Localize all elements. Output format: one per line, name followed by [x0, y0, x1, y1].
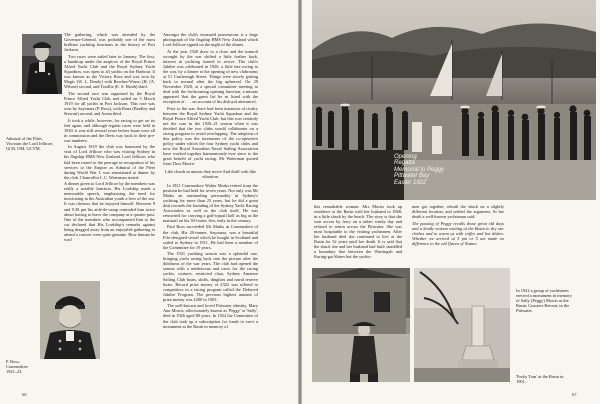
memorial-photo [414, 268, 510, 382]
paragraph: In August 1919 the club was honoured by the visit of Lord Jellicoe who was visiting Sydney in his flagship HMS New Zealand. Lord Jellicoe, who had been raised to the peerage in recognition of his services to the Empire as Admiral of the Fleet during World War I, was entertained at dinner by the club. Chancellor L.C. Waterman stated: [64, 144, 155, 180]
quote: A dinner given to Lord Jellicoe by the members was really a notable function. His Lordship made a memorable speech, emphasising the need for inculcating in the Australian youth a love of the sea. It was obvious that he enjoyed himself. Between 9 and 9.30 pm his aide-de-camp reminded him twice about having to leave the company at a quarter past. One of the members who accompanied him to the car declared that His Lordship's remarks against being dragged away from an enjoyable gathering to attend a concert were quite genuine. How human he was! [64, 181, 155, 242]
page-number-left: 66 [22, 392, 27, 397]
left-col-1 [64, 32, 155, 367]
paragraph: It took a while, however, for racing to get on its feet again, and although regular races were held in 1920, it was still several years before boats were all in commission and the fleets way back to their pre-war numbers. [64, 117, 155, 143]
quote: The passing of Peggy recalls those great old days and a kindly woman waiting at the Basin to dry our clothes and to warm us with coffee and hot dishes. Whether we arrived at 5 pm or 5 am made no difference to the old Queen of Nature. [412, 220, 504, 246]
paragraph: Paul Ross succeeded Mr Marks as Commodore of the club. His 20-tonner, Sayonara, was a beautiful Fife-designed vessel which he bought in Scotland and sailed to Sydney in 1911. He had been a member of the Committee for 19 years. [163, 224, 258, 250]
paragraph: The second race was organised by the Royal Prince Alfred Yacht Club and sailed on 5 March 1919 for all yachts in Port Jackson. This race was won by Sayonara (P. Ross), with Rona (Bradley and Stewart) second, and Aoma third. [64, 90, 155, 116]
paragraph: In 1921 Commodore Walter Marks retired from the position he had held for seven years. Not only was Mr Marks an outstanding personality in Sydney's yachting for more than 25 years, but he did a great deal towards the founding of the Sydney Yacht Racing Association as well as the club itself. He was renowned for carrying a gaff-topsail half as big as the mainsail on his 30-footer, Sea, early in the century. [163, 182, 258, 223]
right-col-1 [314, 204, 402, 264]
paragraph: this remarkable woman. Mrs Morris took up residence at the Basin with her husband in 1868, in a little shack by the beach. The story is that she won across by ferry on a rather windy day and refused to return across the Pittwater. She was most hospitable to the visiting yachtsmen. After her husband died she continued to live at the Basin for 52 years until her death. It is said that the shack she and her husband had built straddled a boundary line between the Warringah and Kuring-gai Shires but the yachts- [314, 204, 402, 260]
jellicoe-portrait [22, 34, 62, 94]
left-page [0, 0, 298, 404]
verse: Like clouds in unison they move And thrill with like vibration. [164, 169, 257, 180]
caption-forky-tom: 'Forky Tom' at the Basin in 1901. [516, 374, 564, 385]
right-page [302, 0, 600, 404]
paragraph: At the year 1920 drew to a close and the turmoil wrought by the war shifted a little further back, interest in yachting started to revive. The club's Jubilee was celebrated in 1920, a little late owing to the war, by a dinner at the opening of new clubrooms at 51 Castlereagh Street. Things were slowly getting back to normal after the big upheaval. On 29 November 1920, at a special committee meeting to deal with the forthcoming opening function, a minute appeared 'that the guest list be as listed with the exception of . . . on account of his disloyal utterances'. [163, 48, 258, 105]
caption-memorial: In 1922 a group of yachtsmen erected a monument in memory of Sally (Peggy) Morris at the Basin, Coasters Retreat, in the Pittwater. [516, 288, 572, 314]
right-col-2 [412, 204, 504, 264]
paragraph: Amongst the club's treasured possessions is a large photograph of the flagship HMS New Zealand which Lord Jellicoe signed on the night of the dinner. [163, 32, 258, 48]
caption-admiral: Admiral of the Fleet, Viscount the Lord Jellicoe, GCB, OM, GCVM. [6, 136, 54, 152]
paragraph: Prior to the war, there had been instances of rivalry between the Royal Sydney Yacht Squadron and the Royal Prince Alfred Yacht Club, but this was certainly not the case in the 1920–21 season when it was decided that the two clubs would collaborate on a racing program to avoid overlapping. The adoption of this policy was the forerunner of the co-operative policy under which the four Sydney yacht clubs and now the Royal Australian Naval Sailing Association have worked together harmoniously ever since to the great benefit of yacht racing. Mr Waterman quoted from Thos Moore: [163, 105, 258, 167]
regatta-photo [312, 0, 596, 200]
paragraph: The well-known and loved Pittwater identity, Mary Ann Morris, affectionately known as 'Peggy' or 'Sally', died in 1926 aged 80 years. In 1922 the Committee of the club took up a subscription for funds to erect a monument at the Basin in memory of [163, 303, 258, 329]
paragraph: The 1921 yachting season was a splendid one, bringing yacht racing back into the picture after the doldrums of the war years. The club had opened the season with a rendezvous and races for the racing yachts, cruisers, restricted class, Sydney Amateur Sailing Club boats, skiffs, dinghies and naval reserve boats. Record prize money of £322 was offered to competitors in a racing program called the Deferred Jubilee Program. The previous highest amount of prize money was £200 in 1903. [163, 251, 258, 302]
caption-ross: P. Ross, Commodore 1921–23. [6, 359, 28, 375]
paragraph: The gathering, which was attended by the Governor-General, was probably one of the most brilliant yachting functions in the history of Port Jackson. [64, 32, 155, 53]
regatta-photo-caption: Opening Regatta Memorial to Peggy Pittwater Bay Easter 1922 [394, 154, 445, 186]
left-col-2 [163, 32, 258, 384]
paragraph: men got together, rebuilt the shack on a slightly different location, and settled the argument. At her death a well-known yachtsman said: [412, 204, 504, 220]
page-number-right: 67 [572, 392, 577, 397]
paragraph: Two races were sailed later in January. The first, a handicap under the auspices of the Royal Prince Alfred Yacht Club and the Royal Sydney Yacht Squadron, was open to all yachts on the Harbour. It was known as the Victory Race and was won by Magic (W. L. Dendy) with Rawhea-Waroo (H. (A. Wilson) second, and Toodlie (E. S. Heath) third. [64, 53, 155, 90]
forky-tom-photo [312, 268, 410, 382]
